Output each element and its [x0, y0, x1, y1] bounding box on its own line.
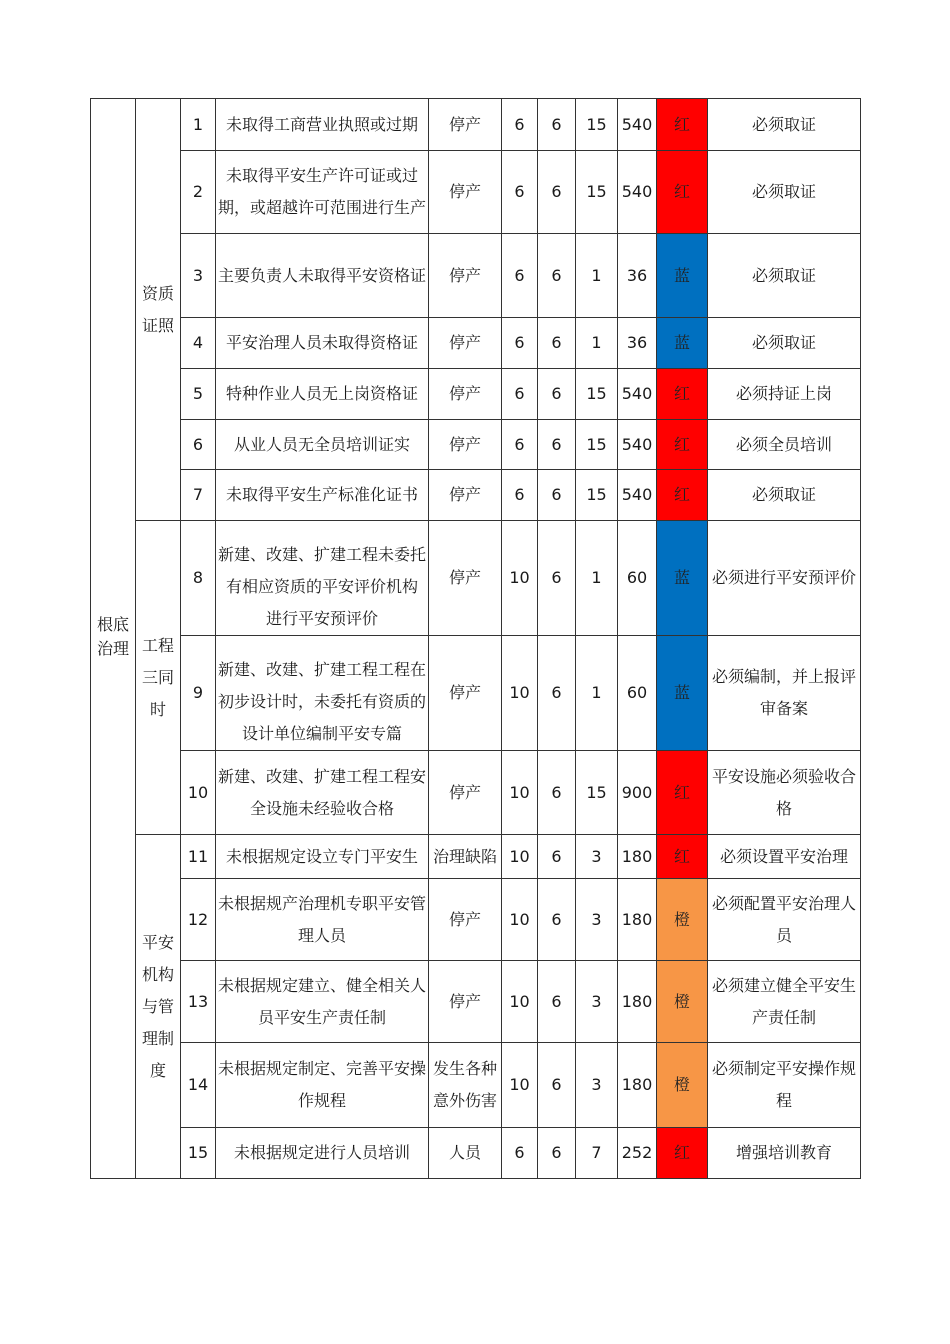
- consequence-text: 发生各种意外伤害: [432, 1059, 497, 1110]
- table-row: [91, 835, 861, 879]
- hazard-item-text: 从业人员无全员培训证实: [233, 434, 410, 454]
- hazard-item-text: 未根据规定进行人员培训: [233, 1143, 410, 1162]
- value-l: 6: [502, 151, 538, 234]
- value-e: 6: [538, 751, 576, 835]
- value-c: 3: [576, 879, 618, 961]
- consequence: [429, 151, 502, 234]
- risk-level-badge: 红: [657, 470, 708, 521]
- control-measure: [708, 521, 861, 636]
- row-number: 4: [181, 318, 216, 369]
- value-c: 7: [576, 1128, 618, 1179]
- table-row: [91, 369, 861, 420]
- consequence: [429, 1043, 502, 1128]
- value-l: 10: [502, 1043, 538, 1128]
- risk-level-badge: 蓝: [657, 521, 708, 636]
- value-l: 10: [502, 521, 538, 636]
- table-row: [91, 234, 861, 318]
- control-measure: [708, 961, 861, 1043]
- hazard-item: [216, 420, 429, 470]
- hazard-item: [216, 1043, 429, 1128]
- value-c: 15: [576, 470, 618, 521]
- value-c: 15: [576, 420, 618, 470]
- value-c: 3: [576, 835, 618, 879]
- consequence-text: 停产: [448, 683, 481, 702]
- group-label-line: 工程: [141, 635, 174, 655]
- consequence: [429, 99, 502, 151]
- control-measure-text: 平安设施必须验收合格: [711, 766, 856, 818]
- table-row: [91, 636, 861, 751]
- hazard-item: [216, 234, 429, 318]
- value-c: 1: [576, 318, 618, 369]
- control-measure: [708, 1043, 861, 1128]
- consequence: [429, 636, 502, 751]
- value-l: 6: [502, 99, 538, 151]
- consequence: [429, 234, 502, 318]
- hazard-item-text: 未根据规定制定、完善平安操 作规程: [217, 1059, 426, 1110]
- control-measure: [708, 420, 861, 470]
- hazard-item: [216, 879, 429, 961]
- value-c: 1: [576, 636, 618, 751]
- value-l: 6: [502, 318, 538, 369]
- value-e: 6: [538, 470, 576, 521]
- value-e: 6: [538, 420, 576, 470]
- risk-level-badge: 红: [657, 151, 708, 234]
- risk-level-badge: 红: [657, 835, 708, 879]
- control-measure-text: 必须制定平安操作规程: [711, 1059, 856, 1110]
- value-c: 3: [576, 961, 618, 1043]
- hazard-item-text: 特种作业人员无上岗资格证: [225, 384, 418, 403]
- value-l: 10: [502, 835, 538, 879]
- risk-level-badge: 红: [657, 369, 708, 420]
- row-number: 11: [181, 835, 216, 879]
- row-number: 2: [181, 151, 216, 234]
- row-number: 15: [181, 1128, 216, 1179]
- hazard-item: [216, 961, 429, 1043]
- table-row: [91, 1043, 861, 1128]
- control-measure: [708, 751, 861, 835]
- table-body: [91, 99, 861, 1179]
- hazard-item: [216, 636, 429, 751]
- value-e: 6: [538, 1043, 576, 1128]
- control-measure-text: 必须取证: [751, 333, 816, 352]
- row-number: 3: [181, 234, 216, 318]
- control-measure: [708, 879, 861, 961]
- consequence: [429, 420, 502, 470]
- value-d: 36: [618, 234, 657, 318]
- value-l: 6: [502, 1128, 538, 1179]
- consequence: [429, 318, 502, 369]
- risk-level-badge: 橙: [657, 961, 708, 1043]
- consequence: [429, 369, 502, 420]
- control-measure: [708, 1128, 861, 1179]
- row-number: 6: [181, 420, 216, 470]
- consequence: [429, 961, 502, 1043]
- consequence-text: 停产: [448, 909, 481, 929]
- value-d: 540: [618, 99, 657, 151]
- consequence-text: 停产: [448, 991, 481, 1011]
- control-measure: [708, 318, 861, 369]
- table-row: [91, 420, 861, 470]
- value-d: 540: [618, 151, 657, 234]
- risk-level-badge: 红: [657, 1128, 708, 1179]
- row-number: 1: [181, 99, 216, 151]
- table-row: [91, 151, 861, 234]
- group-cell: [136, 521, 181, 835]
- risk-level-badge: 红: [657, 420, 708, 470]
- risk-level-badge: 橙: [657, 1043, 708, 1128]
- consequence-text: 停产: [448, 485, 481, 504]
- table-row: [91, 751, 861, 835]
- risk-level-badge: 红: [657, 99, 708, 151]
- value-e: 6: [538, 151, 576, 234]
- value-e: 6: [538, 521, 576, 636]
- value-d: 180: [618, 879, 657, 961]
- control-measure: [708, 151, 861, 234]
- value-d: 180: [618, 835, 657, 879]
- control-measure: [708, 470, 861, 521]
- control-measure-text: 必须取证: [751, 265, 816, 285]
- risk-level-badge: 蓝: [657, 318, 708, 369]
- control-measure-text: 必须取证: [751, 485, 816, 504]
- hazard-item-text: 未根据规定建立、健全相关人 员平安生产责任制: [217, 975, 426, 1027]
- group-cell: [136, 835, 181, 1179]
- value-d: 60: [618, 636, 657, 751]
- value-d: 180: [618, 1043, 657, 1128]
- consequence-text: 停产: [448, 333, 481, 352]
- risk-level-badge: 蓝: [657, 636, 708, 751]
- group-cell: [136, 99, 181, 521]
- hazard-item: [216, 521, 429, 636]
- table-row: [91, 318, 861, 369]
- control-measure: [708, 835, 861, 879]
- value-e: 6: [538, 961, 576, 1043]
- value-l: 10: [502, 879, 538, 961]
- consequence-text: 人员: [448, 1143, 481, 1162]
- value-l: 6: [502, 420, 538, 470]
- risk-level-badge: 橙: [657, 879, 708, 961]
- value-e: 6: [538, 835, 576, 879]
- hazard-item: [216, 99, 429, 151]
- consequence-text: 停产: [448, 782, 481, 802]
- risk-level-badge: 蓝: [657, 234, 708, 318]
- hazard-item: [216, 1128, 429, 1179]
- value-l: 10: [502, 961, 538, 1043]
- hazard-item-text: 新建、改建、扩建工程未委托 有相应资质的平安评价机构 进行平安预评价: [217, 545, 426, 628]
- row-number: 13: [181, 961, 216, 1043]
- control-measure: [708, 369, 861, 420]
- hazard-item-text: 未取得平安生产标准化证书: [225, 485, 418, 504]
- consequence: [429, 835, 502, 879]
- value-c: 1: [576, 234, 618, 318]
- value-c: 3: [576, 1043, 618, 1128]
- hazard-item-text: 主要负责人未取得平安资格证: [217, 265, 426, 285]
- hazard-item-text: 未根据规产治理机专职平安管 理人员: [217, 893, 426, 945]
- row-number: 8: [181, 521, 216, 636]
- row-number: 14: [181, 1043, 216, 1128]
- value-d: 540: [618, 369, 657, 420]
- consequence-text: 停产: [448, 434, 481, 454]
- hazard-item: [216, 835, 429, 879]
- hazard-item-text: 新建、改建、扩建工程工程在 初步设计时，未委托有资质的 设计单位编制平安专篇: [217, 660, 426, 743]
- hazard-item-text: 新建、改建、扩建工程工程安 全设施未经验收合格: [217, 766, 426, 818]
- group-label-line: 度: [149, 1060, 166, 1080]
- hazard-item: [216, 751, 429, 835]
- value-e: 6: [538, 234, 576, 318]
- category-cell: [91, 99, 136, 1179]
- consequence: [429, 879, 502, 961]
- value-l: 10: [502, 751, 538, 835]
- value-c: 15: [576, 99, 618, 151]
- value-d: 540: [618, 470, 657, 521]
- control-measure-text: 必须编制，并上报评审备案: [711, 667, 856, 718]
- control-measure-text: 必须全员培训: [735, 434, 832, 454]
- control-measure-text: 必须取证: [751, 182, 816, 201]
- consequence: [429, 521, 502, 636]
- value-e: 6: [538, 369, 576, 420]
- value-d: 540: [618, 420, 657, 470]
- consequence-text: 停产: [448, 384, 481, 403]
- control-measure-text: 增强培训教育: [735, 1143, 832, 1162]
- value-l: 6: [502, 234, 538, 318]
- value-d: 180: [618, 961, 657, 1043]
- control-measure-text: 必须取证: [751, 114, 816, 134]
- row-number: 9: [181, 636, 216, 751]
- control-measure-text: 必须持证上岗: [735, 384, 832, 403]
- table-row: [91, 470, 861, 521]
- value-l: 6: [502, 369, 538, 420]
- group-label-line: 与管: [141, 996, 174, 1016]
- consequence-text: 停产: [448, 114, 481, 134]
- hazard-item-text: 未取得工商营业执照或过期: [225, 114, 418, 134]
- hazard-item-text: 未根据规定设立专门平安生: [225, 846, 418, 866]
- value-d: 36: [618, 318, 657, 369]
- risk-assessment-table: [90, 98, 861, 1179]
- table-row: [91, 521, 861, 636]
- consequence: [429, 470, 502, 521]
- value-e: 6: [538, 1128, 576, 1179]
- group-label-line: 资质: [141, 283, 174, 303]
- value-e: 6: [538, 318, 576, 369]
- value-l: 10: [502, 636, 538, 751]
- control-measure: [708, 99, 861, 151]
- value-d: 252: [618, 1128, 657, 1179]
- value-c: 15: [576, 369, 618, 420]
- row-number: 7: [181, 470, 216, 521]
- hazard-item: [216, 369, 429, 420]
- row-number: 10: [181, 751, 216, 835]
- value-d: 60: [618, 521, 657, 636]
- group-label-line: 平安: [141, 932, 174, 952]
- group-label-line: 证照: [141, 315, 174, 335]
- value-l: 6: [502, 470, 538, 521]
- table-row: [91, 1128, 861, 1179]
- value-d: 900: [618, 751, 657, 835]
- hazard-item: [216, 151, 429, 234]
- group-label-line: 三同: [141, 667, 174, 687]
- group-label-line: 时: [149, 699, 166, 719]
- consequence: [429, 1128, 502, 1179]
- control-measure-text: 必须进行平安预评价: [711, 568, 856, 587]
- control-measure-text: 必须建立健全平安生产责任制: [711, 975, 856, 1027]
- row-number: 5: [181, 369, 216, 420]
- category-label: 根底治理: [96, 614, 129, 658]
- value-e: 6: [538, 879, 576, 961]
- value-c: 1: [576, 521, 618, 636]
- hazard-item: [216, 470, 429, 521]
- value-c: 15: [576, 751, 618, 835]
- table-row: [91, 879, 861, 961]
- control-measure: [708, 234, 861, 318]
- table-row: [91, 961, 861, 1043]
- value-c: 15: [576, 151, 618, 234]
- control-measure: [708, 636, 861, 751]
- consequence-text: 停产: [448, 265, 481, 285]
- hazard-item: [216, 318, 429, 369]
- consequence-text: 停产: [448, 568, 481, 587]
- control-measure-text: 必须配置平安治理人员: [711, 893, 856, 945]
- consequence-text: 治理缺陷: [432, 846, 497, 866]
- group-label-line: 理制: [141, 1028, 174, 1048]
- row-number: 12: [181, 879, 216, 961]
- consequence-text: 停产: [448, 182, 481, 201]
- value-e: 6: [538, 636, 576, 751]
- consequence: [429, 751, 502, 835]
- table-row: [91, 99, 861, 151]
- group-label-line: 机构: [141, 964, 174, 984]
- risk-level-badge: 红: [657, 751, 708, 835]
- hazard-item-text: 平安治理人员未取得资格证: [225, 333, 418, 352]
- hazard-item-text: 未取得平安生产许可证或过期，或超越许可范围进行生产: [217, 166, 426, 217]
- value-e: 6: [538, 99, 576, 151]
- control-measure-text: 必须设置平安治理: [719, 846, 848, 866]
